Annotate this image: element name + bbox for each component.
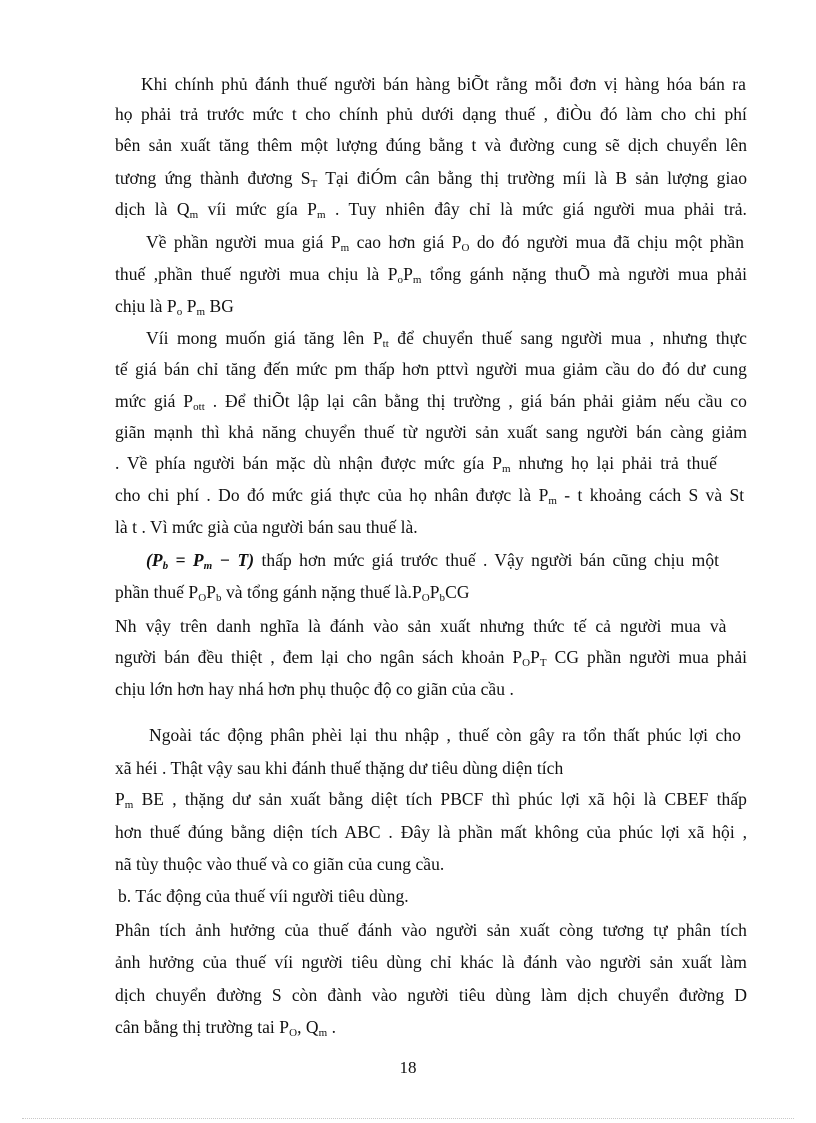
text-segment: P (530, 647, 540, 667)
subscript: m (502, 463, 511, 475)
text-segment: . Tuy nhiên đây chỉ là mức giá người mua phải trả. (325, 199, 747, 219)
text-segment: CG phần người mua phải (546, 647, 748, 667)
subscript: O (198, 592, 207, 604)
text-line (146, 231, 744, 253)
text-segment: thấp hơn mức giá trước thuế . Vậy người bán cũng chịu một (254, 550, 720, 570)
text-line (115, 103, 747, 125)
text-segment: CG (445, 582, 470, 602)
subscript: m (412, 274, 422, 286)
text-segment: họ phải trả trước mức t cho chính phủ dưới dạng thuế , điÒu đó làm cho chi phí (115, 104, 747, 124)
text-line (115, 484, 744, 506)
text-line (115, 295, 234, 317)
text-segment: Phân tích ảnh hưởng của thuế đánh vào người sản xuất còng tương tự phân tích (115, 920, 747, 940)
text-segment: nã tùy thuộc vào thuế và co giãn của cung cầu. (115, 854, 445, 874)
text-segment: mức giá P (115, 391, 194, 411)
text-line (115, 951, 747, 973)
text-line (115, 646, 747, 668)
text-segment: xã héi . Thật vậy sau khi đánh thuế thặng dư tiêu dùng diện tích (115, 758, 564, 778)
text-line (115, 263, 747, 285)
text-line (115, 853, 444, 875)
text-segment: tổng gánh nặng thuÕ mà người mua phải (421, 264, 748, 284)
text-segment: P (429, 582, 440, 602)
text-line (115, 134, 747, 156)
text-segment: víi mức gía P (198, 199, 317, 219)
text-segment: P (151, 550, 163, 570)
subscript: m (548, 495, 557, 507)
text-line (115, 615, 726, 637)
text-segment: hơn thuế đúng bằng diện tích ABC . Đây là phần mất không của phúc lợi xã hội , (115, 822, 748, 842)
text-segment: giãn mạnh thì khả năng chuyển thuế từ người sản xuất sang người bán càng giảm (115, 422, 747, 442)
page-number: 18 (399, 1058, 417, 1077)
text-segment: dịch chuyển đường S còn đành vào người tiêu dùng làm dịch chuyển đường D (115, 985, 748, 1005)
subscript: o (397, 274, 404, 286)
text-segment: Tại điÓm cân bằng thị trường míi là B sản lượng giao (317, 168, 747, 188)
text-segment: để chuyển thuế sang người mua , nhưng thực (388, 328, 747, 348)
subscript: m (316, 209, 326, 221)
text-segment: Víi mong muốn giá tăng lên P (146, 328, 383, 348)
subscript: T (310, 178, 318, 190)
text-segment: P (182, 296, 197, 316)
text-line (115, 757, 563, 779)
text-line (115, 167, 747, 189)
text-line (115, 516, 418, 538)
text-segment: , Q (297, 1017, 319, 1037)
text-segment: tương ứng thành đương S (115, 168, 311, 188)
subscript: m (203, 560, 213, 572)
text-segment: BG (205, 296, 234, 316)
text-segment: cho chi phí . Do đó mức giá thực của họ nhân được là P (115, 485, 549, 505)
text-segment: nhưng họ lại phải trả thuế (510, 453, 717, 473)
subscript: b (162, 560, 169, 572)
text-segment: cao hơn giá P (349, 232, 462, 252)
text-segment: BE , thặng dư sản xuất bằng diệt tích PBCF thì phúc lợi xã hội là CBEF thấp (133, 789, 747, 809)
text-line (115, 198, 747, 220)
text-line (115, 452, 717, 474)
text-segment: ( (146, 550, 152, 570)
subscript: m (340, 242, 350, 254)
text-segment: . Để thiÕt lập lại cân bằng thị trường , giá bán phải giảm nếu cầu co (204, 391, 747, 411)
text-segment: P (115, 789, 125, 809)
text-line (115, 358, 747, 380)
text-line (146, 327, 747, 349)
text-segment: do đó người mua đã chịu một phần (469, 232, 745, 252)
text-line (115, 984, 747, 1006)
text-line (115, 421, 747, 443)
subscript: m (124, 799, 134, 811)
text-line (115, 788, 747, 810)
text-segment: phần thuế P (115, 582, 199, 602)
text-segment: dịch là Q (115, 199, 190, 219)
text-line (146, 549, 719, 571)
text-line (115, 919, 747, 941)
text-segment: Ngoài tác động phân phèi lại thu nhập , thuế còn gây ra tổn thất phúc lợi cho (149, 725, 741, 745)
text-line (149, 724, 741, 746)
text-segment: P (403, 264, 413, 284)
text-line (115, 678, 514, 700)
subscript: O (461, 242, 470, 254)
subscript: O (522, 657, 531, 669)
text-segment: tế giá bán chỉ tăng đến mức pm thấp hơn pttvì người mua giảm cầu do đó dư cung (115, 359, 747, 379)
text-line (118, 885, 409, 907)
subscript: b (439, 592, 446, 604)
text-segment: và tổng gánh nặng thuế là.P (221, 582, 422, 602)
text-segment: b. Tác động của thuế víi người tiêu dùng. (118, 886, 409, 906)
subscript: m (318, 1027, 328, 1039)
text-segment: người bán đều thiệt , đem lại cho ngân sách khoản P (115, 647, 523, 667)
text-segment: . (327, 1017, 337, 1037)
text-segment: - t khoảng cách S và St (556, 485, 745, 505)
subscript: T (539, 657, 547, 669)
text-segment: chịu lớn hơn hay nhá hơn phụ thuộc độ co giãn của cầu . (115, 679, 514, 699)
subscript: b (215, 592, 222, 604)
text-line (115, 821, 747, 843)
page-bottom-divider (22, 1118, 794, 1119)
text-line (115, 581, 470, 603)
text-line (141, 73, 746, 95)
subscript: O (421, 592, 430, 604)
text-segment: = P (168, 550, 204, 570)
text-segment: . Về phía người bán mặc dù nhận được mức gía P (115, 453, 503, 473)
subscript: O (289, 1027, 298, 1039)
text-segment: chịu là P (115, 296, 177, 316)
subscript: m (196, 306, 206, 318)
subscript: tt (382, 338, 389, 350)
text-segment: − T (212, 550, 249, 570)
subscript: ott (193, 401, 205, 413)
text-segment: bên sản xuất tăng thêm một lượng đúng bằng t và đường cung sẽ dịch chuyển lên (115, 135, 748, 155)
text-segment: ảnh hưởng của thuế víi người tiêu dùng chỉ khác là đánh vào người sản xuất làm (115, 952, 747, 972)
text-segment: thuế ,phần thuế người mua chịu là P (115, 264, 398, 284)
text-segment: là t . Vì mức già của người bán sau thuế là. (115, 517, 418, 537)
text-segment: Về phần người mua giá P (146, 232, 341, 252)
text-segment: Khi chính phủ đánh thuế người bán hàng biÕt rằng mỗi đơn vị hàng hóa bán ra (141, 74, 746, 94)
text-line (115, 390, 747, 412)
text-line (115, 1016, 336, 1038)
subscript: m (189, 209, 199, 221)
text-segment: cân bằng thị trường tai P (115, 1017, 290, 1037)
text-segment: P (206, 582, 216, 602)
text-segment: ) (248, 550, 255, 570)
subscript: o (176, 306, 183, 318)
text-segment: Nh vậy trên danh nghĩa là đánh vào sản xuất nhưng thức tế cả người mua và (115, 616, 727, 636)
